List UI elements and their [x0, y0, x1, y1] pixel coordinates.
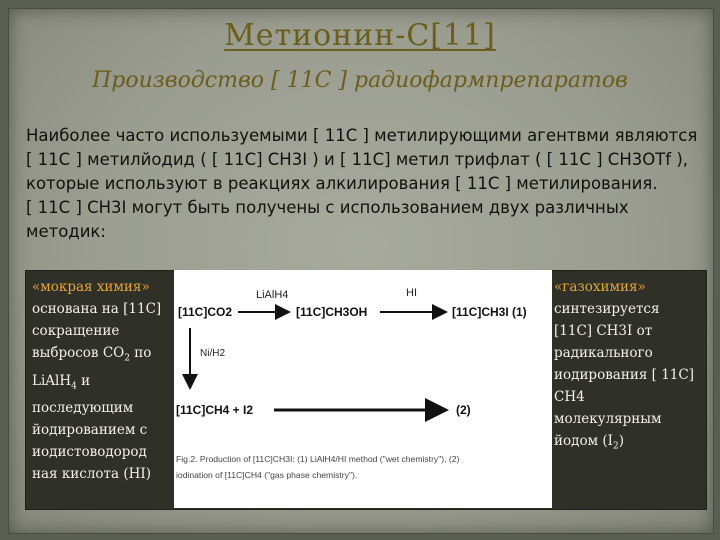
route-label-2: (2) — [456, 403, 471, 417]
body-text — [26, 124, 701, 244]
reagent-lialh4: LiAlH4 — [256, 289, 289, 301]
wet-line-8: ная кислота (HI) — [32, 466, 152, 483]
reaction-scheme-image — [174, 270, 552, 508]
body-paragraph-2: [ 11С ] СН3I могут быть получены с использованием двух различных методик: — [26, 198, 629, 241]
gas-line-7: йодом $(I_2)$ — [554, 433, 624, 452]
wet-line-7: иодистоводород — [32, 444, 147, 461]
wet-line-1: основана на [11С] — [32, 301, 162, 317]
gas-line-6: молекулярным — [554, 411, 662, 427]
reagent-ni-h2: Ni/H2 — [200, 348, 226, 359]
methane-plus-iodine: [11C]CH4 + I2 — [176, 403, 254, 417]
slide-title — [0, 18, 720, 53]
wet-line-4: LiAlH$_4$ и — [32, 372, 91, 392]
wet-line-2: сокращение — [32, 323, 120, 339]
reagent-hi: HI — [406, 287, 417, 299]
wet-chemistry-column — [32, 276, 172, 485]
figure-caption-line-1: Fig.2. Production of [11C]CH3I: (1) LiAlH4/HI method ("wet chemistry"), (2) — [176, 454, 460, 464]
gas-line-3: радикального — [554, 345, 653, 361]
route-label-1: (1) — [512, 305, 527, 319]
gas-chemistry-heading: «газохимия» — [554, 279, 646, 295]
slide-title-text: Метионин-С[11] — [224, 18, 496, 53]
wet-line-5: последующим — [32, 400, 134, 417]
gas-line-5: СН4 — [554, 389, 585, 405]
gas-chemistry-column — [554, 276, 706, 458]
body-paragraph-1: Наиболее часто используемыми [ 11С ] метилирующими агентвми являются [ 11С ] метилйодид ( [ 11С] СН3I ) и [ 11С] метил трифлат ( [ 11С ] СН3OTf ), которые используют в реакциях алкилирования [ 11С ] метилирования. — [26, 126, 698, 193]
wet-chemistry-heading: «мокрая химия» — [32, 279, 150, 295]
gas-line-1: синтезируется — [554, 301, 660, 317]
wet-line-6: йодированием с — [32, 422, 148, 439]
gas-line-4: иодирования [ 11С] — [554, 367, 694, 383]
product-ch3i: [11C]CH3I — [452, 305, 509, 319]
slide-subtitle: Производство [ 11С ] радиофармпрепаратов — [92, 68, 628, 93]
intermediate-ch3oh: [11C]CH3OH — [296, 305, 368, 319]
gas-line-2: [11С] СН3I от — [554, 323, 653, 339]
wet-line-3: выбросов $СО_2$ по — [32, 345, 152, 364]
figure-caption-line-2: iodination of [11C]CH4 ("gas phase chemistry"). — [176, 470, 358, 480]
start-co2: [11C]CO2 — [178, 305, 233, 319]
